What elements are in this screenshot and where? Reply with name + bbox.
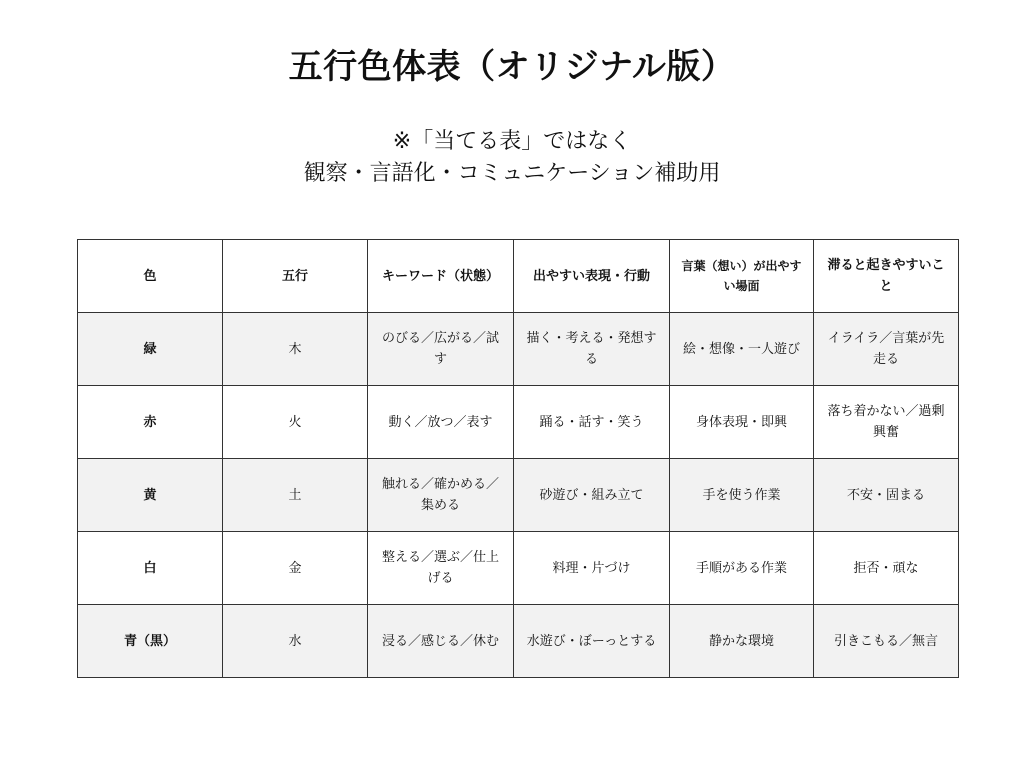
cell-words-scene: 身体表現・即興 xyxy=(670,386,814,459)
subtitle-line-2: 観察・言語化・コミュニケーション補助用 xyxy=(303,161,721,186)
cell-keyword: のびる／広がる／試す xyxy=(368,313,514,386)
cell-element: 木 xyxy=(223,313,368,386)
cell-expression: 踊る・話す・笑う xyxy=(514,386,670,459)
cell-stagnation: 落ち着かない／過剰興奮 xyxy=(814,386,959,459)
cell-words-scene: 手を使う作業 xyxy=(670,459,814,532)
table-row xyxy=(78,605,959,678)
cell-keyword: 触れる／確かめる／集める xyxy=(368,459,514,532)
cell-keyword: 整える／選ぶ／仕上げる xyxy=(368,532,514,605)
cell-expression: 描く・考える・発想する xyxy=(514,313,670,386)
table-row xyxy=(78,386,959,459)
header-keyword: キーワード（状態） xyxy=(368,240,514,313)
table-row xyxy=(78,532,959,605)
cell-expression: 水遊び・ぼーっとする xyxy=(514,605,670,678)
cell-color: 赤 xyxy=(78,386,223,459)
header-stagnation: 滞ると起きやすいこと xyxy=(814,240,959,313)
table-row xyxy=(78,313,959,386)
cell-element: 金 xyxy=(223,532,368,605)
cell-color: 白 xyxy=(78,532,223,605)
header-element: 五行 xyxy=(223,240,368,313)
header-words-scene: 言葉（想い）が出やすい場面 xyxy=(670,240,814,313)
cell-element: 水 xyxy=(223,605,368,678)
cell-element: 土 xyxy=(223,459,368,532)
table-header-row xyxy=(78,240,959,313)
header-expression: 出やすい表現・行動 xyxy=(514,240,670,313)
cell-expression: 料理・片づけ xyxy=(514,532,670,605)
cell-keyword: 動く／放つ／表す xyxy=(368,386,514,459)
cell-color: 黄 xyxy=(78,459,223,532)
cell-stagnation: 不安・固まる xyxy=(814,459,959,532)
cell-color: 緑 xyxy=(78,313,223,386)
table-row xyxy=(78,459,959,532)
cell-words-scene: 静かな環境 xyxy=(670,605,814,678)
page-title: 五行色体表（オリジナル版） xyxy=(288,47,736,87)
cell-keyword: 浸る／感じる／休む xyxy=(368,605,514,678)
cell-element: 火 xyxy=(223,386,368,459)
subtitle-line-1: ※「当てる表」ではなく xyxy=(392,129,632,154)
cell-color: 青（黒） xyxy=(78,605,223,678)
cell-words-scene: 手順がある作業 xyxy=(670,532,814,605)
header-color: 色 xyxy=(78,240,223,313)
subtitle xyxy=(0,126,1024,190)
cell-expression: 砂遊び・組み立て xyxy=(514,459,670,532)
cell-words-scene: 絵・想像・一人遊び xyxy=(670,313,814,386)
cell-stagnation: 拒否・頑な xyxy=(814,532,959,605)
cell-stagnation: イライラ／言葉が先走る xyxy=(814,313,959,386)
cell-stagnation: 引きこもる／無言 xyxy=(814,605,959,678)
five-elements-table xyxy=(77,239,959,678)
